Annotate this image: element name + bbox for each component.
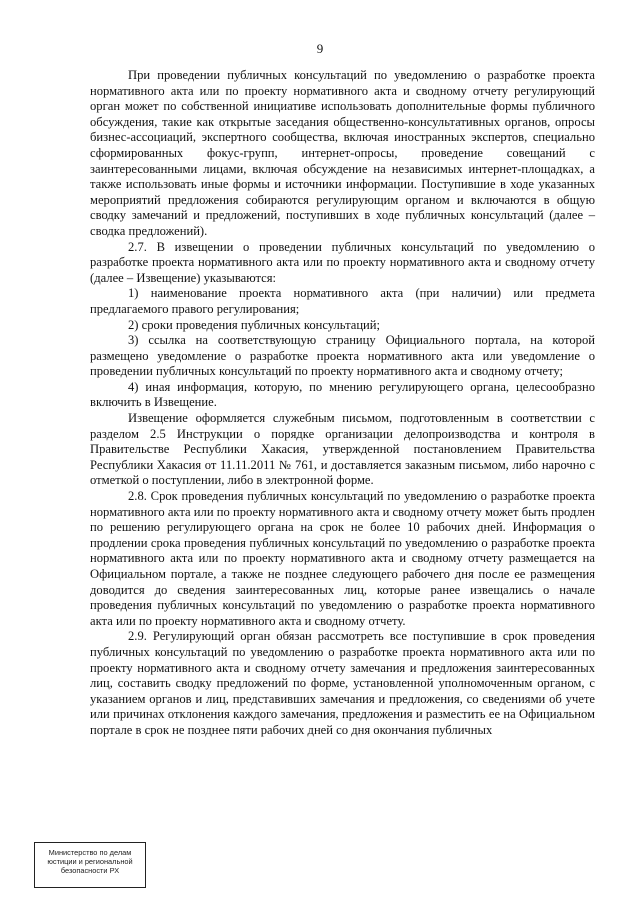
document-body xyxy=(90,68,595,739)
list-item-3: 3) ссылка на соответствующую страницу Официального портала, на которой размещено уведомление о разработке проекта нормативного акта или уведомление о проведении публичных консультаций по проекту нормативного акта и сводному отчету; xyxy=(90,333,595,379)
list-item-1: 1) наименование проекта нормативного акта (при наличии) или предмета предлагаемого правого регулирования; xyxy=(90,286,595,316)
page-number: 9 xyxy=(316,41,324,56)
paragraph-notice-format: Извещение оформляется служебным письмом, подготовленным в соответствии с разделом 2.5 Инструкции о порядке организации делопроизводства и контроля в Правительстве Республики Хакасия, утвержденной постановлением Правительства Республики Хакасия от 11.11.2011 № 761, и доставляется заказным письмом, либо нарочно с отметкой о поступлении, либо в электронной форме. xyxy=(90,411,595,488)
stamp-line-3: безопасности РХ xyxy=(60,866,120,875)
stamp-line-2: юстиции и региональной xyxy=(47,857,133,866)
ministry-stamp xyxy=(34,842,146,888)
paragraph-2-7: 2.7. В извещении о проведении публичных консультаций по уведомлению о разработке проекта нормативного акта или по проекту нормативного акта и сводному отчету (далее – Извещение) указываются: xyxy=(90,239,595,285)
stamp-line-1: Министерство по делам xyxy=(48,848,132,857)
list-item-2: 2) сроки проведения публичных консультаций; xyxy=(128,317,381,332)
paragraph-2-8: 2.8. Срок проведения публичных консультаций по уведомлению о разработке проекта нормативного акта или по проекту нормативного акта и сводному отчету может быть продлен по решению регулирующего органа на срок не более 10 рабочих дней. Информация о продлении срока проведения публичных консультаций по уведомлению о разработке проекта нормативного акта или по проекту нормативного акта и сводному отчету размещается на Официальном портале, а также не позднее следующего рабочего дня после ее размещения доводится до сведения заинтересованных лиц, которые ранее извещались о начале проведения публичных консультаций по уведомлению о разработке проекта нормативного акта или по проекту нормативного акта и сводному отчету. xyxy=(90,489,595,628)
list-item-4: 4) иная информация, которую, по мнению регулирующего органа, целесообразно включить в Извещение. xyxy=(90,379,595,410)
paragraph-public-consultations-forms: При проведении публичных консультаций по уведомлению о разработке проекта нормативного акта или по проекту нормативного акта и сводному отчету регулирующий орган может по собственной инициативе использовать дополнительные формы публичного обсуждения, такие как открытые заседания общественно-консультативных органов, опросы бизнес-ассоциаций, экспертного сообщества, включая иностранных экспертов, специально сформированных фокус-групп, интернет-опросы, проведение совещаний с заинтересованными лицами, включая обсуждение на независимых интернет-площадках, а также использовать иные формы и источники информации. Поступившие в ходе указанных мероприятий предложения собираются регулирующим органом и включаются в общую сводку замечаний и предложений, поступивших в ходе публичных консультаций (далее – сводка предложений). xyxy=(90,68,595,238)
paragraph-2-9: 2.9. Регулирующий орган обязан рассмотреть все поступившие в срок проведения публичных консультаций по уведомлению о разработке проекта нормативного акта или по проекту нормативного акта и сводному отчету замечания и предложения заинтересованных лиц, составить сводку предложений по форме, установленной уполномоченным органом, с указанием органов и лиц, представивших замечания и предложения, со сведениями об учете или причинах отклонения каждого замечания, предложения и разместить ее на Официальном портале в срок не позднее пяти рабочих дней со дня окончания публичных xyxy=(90,629,595,737)
